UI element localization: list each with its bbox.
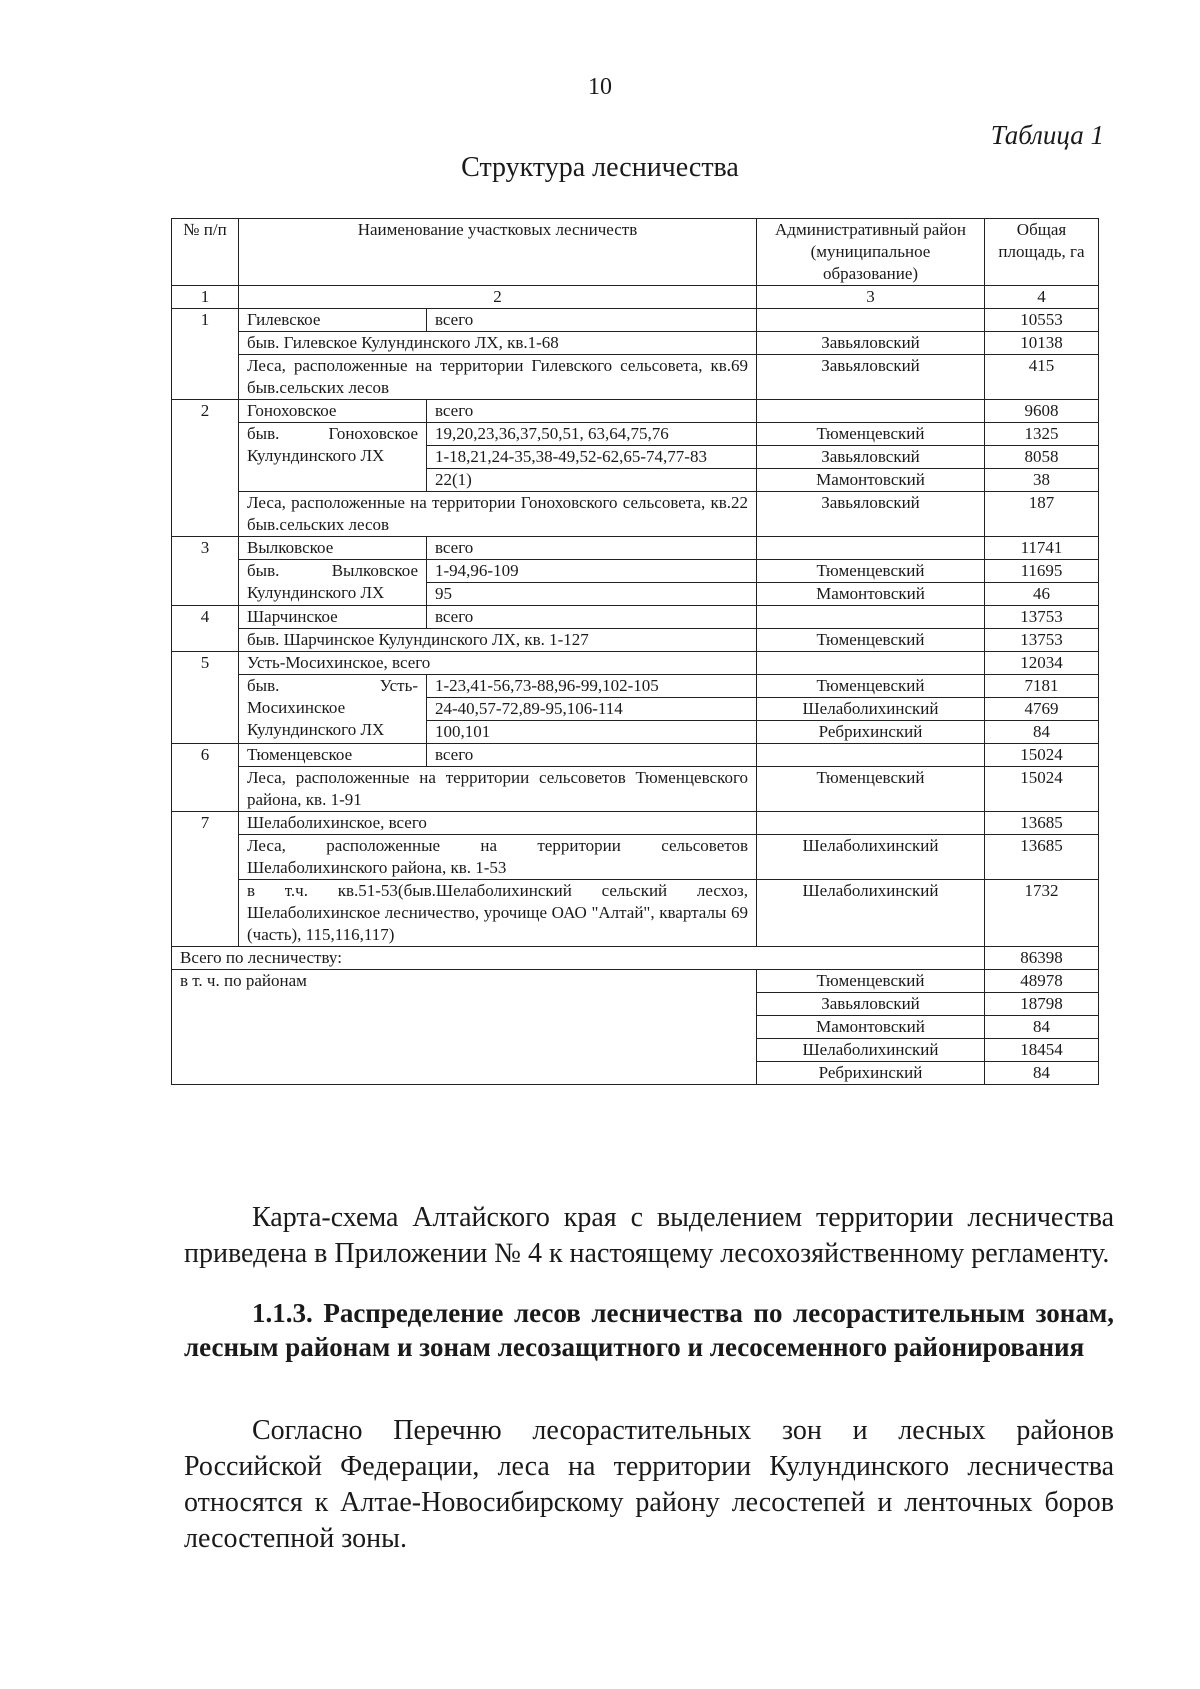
quarters-value: 95 — [427, 583, 757, 606]
forestry-name: Гилевское — [239, 309, 427, 332]
page-number: 10 — [588, 74, 612, 100]
area-value: 12034 — [985, 652, 1099, 675]
table-row — [172, 652, 1099, 675]
area-value: 1325 — [985, 423, 1099, 446]
table-row — [172, 880, 1099, 947]
table-row — [172, 332, 1099, 355]
header-area: Общая площадь, га — [985, 219, 1099, 286]
table-row — [172, 767, 1099, 812]
district-value: Тюменцевский — [757, 629, 985, 652]
forestry-name: Шарчинское — [239, 606, 427, 629]
row-number: 1 — [172, 309, 239, 400]
area-value: 15024 — [985, 767, 1099, 812]
area-value: 13685 — [985, 812, 1099, 835]
district-breakdown-row — [172, 970, 1099, 993]
section-name: Леса, расположенные на территории сельсоветов Тюменцевского района, кв. 1-91 — [239, 767, 757, 812]
column-numbers-row — [172, 286, 1099, 309]
section-name: в т.ч. кв.51-53(быв.Шелаболихинский сельский лесхоз, Шелаболихинское лесничество, урочище ОАО "Алтай", кварталы 69 (часть), 115,116,117) — [239, 880, 757, 947]
area-value: 84 — [985, 1062, 1099, 1085]
forestry-subtotal-label: всего — [427, 537, 757, 560]
section-name: быв. Шарчинское Кулундинского ЛХ, кв. 1-127 — [239, 629, 757, 652]
district-breakdown-label: в т. ч. по районам — [172, 970, 757, 1085]
area-value: 48978 — [985, 970, 1099, 993]
area-value: 18798 — [985, 993, 1099, 1016]
district-value: Ребрихинский — [757, 1062, 985, 1085]
table-title: Структура лесничества — [461, 152, 739, 183]
quarters-value: 24-40,57-72,89-95,106-114 — [427, 698, 757, 721]
table-row — [172, 355, 1099, 400]
forestry-subtotal-label: всего — [427, 400, 757, 423]
area-value: 13685 — [985, 835, 1099, 880]
forestry-name: Вылковское — [239, 537, 427, 560]
area-value: 4769 — [985, 698, 1099, 721]
area-value: 10553 — [985, 309, 1099, 332]
table-row — [172, 492, 1099, 537]
forestry-name: Тюменцевское — [239, 744, 427, 767]
district-value: Завьяловский — [757, 446, 985, 469]
col-number: 3 — [757, 286, 985, 309]
area-value: 7181 — [985, 675, 1099, 698]
district-value: Мамонтовский — [757, 1016, 985, 1039]
section-name: Леса, расположенные на территории сельсоветов Шелаболихинского района, кв. 1-53 — [239, 835, 757, 880]
quarters-value: 100,101 — [427, 721, 757, 744]
district-value: Шелаболихинский — [757, 835, 985, 880]
area-value: 8058 — [985, 446, 1099, 469]
district-value: Тюменцевский — [757, 560, 985, 583]
forestry-structure-table — [171, 218, 1099, 1085]
header-num: № п/п — [172, 219, 239, 286]
area-value: 10138 — [985, 332, 1099, 355]
row-number: 7 — [172, 812, 239, 947]
row-number: 4 — [172, 606, 239, 652]
section-name: быв. Вылковское Кулундинского ЛХ — [239, 560, 427, 606]
zoning-paragraph: Согласно Перечню лесорастительных зон и лесных районов Российской Федерации, леса на территории Кулундинского лесничества относятся к Алтае-Новосибирскому району лесостепей и ленточных боров лесостепной зоны. — [184, 1415, 1114, 1554]
row-number: 5 — [172, 652, 239, 744]
table-row — [172, 606, 1099, 629]
section-name: Леса, расположенные на территории Гоноховского сельсовета, кв.22 быв.сельских лесов — [239, 492, 757, 537]
total-label: Всего по лесничеству: — [172, 947, 985, 970]
col-number: 2 — [239, 286, 757, 309]
district-value: Завьяловский — [757, 492, 985, 537]
header-name: Наименование участковых лесничеств — [239, 219, 757, 286]
row-number: 3 — [172, 537, 239, 606]
col-number: 4 — [985, 286, 1099, 309]
area-value: 11695 — [985, 560, 1099, 583]
section-name: Леса, расположенные на территории Гилевского сельсовета, кв.69 быв.сельских лесов — [239, 355, 757, 400]
forestry-subtotal-label: всего — [427, 606, 757, 629]
area-value: 18454 — [985, 1039, 1099, 1062]
district-value: Завьяловский — [757, 355, 985, 400]
forestry-name: Шелаболихинское, всего — [239, 812, 757, 835]
forestry-subtotal-label: всего — [427, 744, 757, 767]
table-row — [172, 744, 1099, 767]
table-row — [172, 537, 1099, 560]
district-value: Шелаболихинский — [757, 1039, 985, 1062]
district-value: Мамонтовский — [757, 583, 985, 606]
table-row — [172, 400, 1099, 423]
table-row — [172, 423, 1099, 446]
quarters-value: 19,20,23,36,37,50,51, 63,64,75,76 — [427, 423, 757, 446]
table-row — [172, 835, 1099, 880]
table-row — [172, 675, 1099, 698]
map-reference-paragraph: Карта-схема Алтайского края с выделением территории лесничества приведена в Приложении № 4 к настоящему лесохозяйственному регламенту. — [184, 1202, 1114, 1269]
section-name: быв. Гоноховское Кулундинского ЛХ — [239, 423, 427, 492]
area-value: 15024 — [985, 744, 1099, 767]
district-value: Тюменцевский — [757, 970, 985, 993]
district-value: Мамонтовский — [757, 469, 985, 492]
section-name: быв. Усть-Мосихинское Кулундинского ЛХ — [239, 675, 427, 744]
area-value: 13753 — [985, 606, 1099, 629]
area-value: 46 — [985, 583, 1099, 606]
district-value: Завьяловский — [757, 332, 985, 355]
area-value: 1732 — [985, 880, 1099, 947]
header-district: Административный район (муниципальное образование) — [757, 219, 985, 286]
row-number: 6 — [172, 744, 239, 812]
district-value: Шелаболихинский — [757, 880, 985, 947]
area-value: 415 — [985, 355, 1099, 400]
table-label: Таблица 1 — [990, 120, 1104, 150]
section-heading: 1.1.3. Распределение лесов лесничества по лесорастительным зонам, лесным районам и зонам лесозащитного и лесосеменного районирования — [184, 1298, 1114, 1362]
quarters-value: 1-23,41-56,73-88,96-99,102-105 — [427, 675, 757, 698]
table-row — [172, 629, 1099, 652]
area-value: 187 — [985, 492, 1099, 537]
district-value: Тюменцевский — [757, 423, 985, 446]
area-value: 84 — [985, 721, 1099, 744]
forestry-name: Гоноховское — [239, 400, 427, 423]
total-row — [172, 947, 1099, 970]
district-value: Ребрихинский — [757, 721, 985, 744]
forestry-name: Усть-Мосихинское, всего — [239, 652, 757, 675]
table-header-row — [172, 219, 1099, 286]
district-value: Тюменцевский — [757, 675, 985, 698]
table-row — [172, 560, 1099, 583]
col-number: 1 — [172, 286, 239, 309]
area-value: 38 — [985, 469, 1099, 492]
section-name: быв. Гилевское Кулундинского ЛХ, кв.1-68 — [239, 332, 757, 355]
quarters-value: 1-18,21,24-35,38-49,52-62,65-74,77-83 — [427, 446, 757, 469]
area-value: 13753 — [985, 629, 1099, 652]
quarters-value: 22(1) — [427, 469, 757, 492]
area-value: 9608 — [985, 400, 1099, 423]
area-value: 11741 — [985, 537, 1099, 560]
district-value: Завьяловский — [757, 993, 985, 1016]
forestry-subtotal-label: всего — [427, 309, 757, 332]
district-value: Шелаболихинский — [757, 698, 985, 721]
table-row — [172, 309, 1099, 332]
area-value: 84 — [985, 1016, 1099, 1039]
district-value: Тюменцевский — [757, 767, 985, 812]
quarters-value: 1-94,96-109 — [427, 560, 757, 583]
table-row — [172, 812, 1099, 835]
row-number: 2 — [172, 400, 239, 537]
total-area: 86398 — [985, 947, 1099, 970]
